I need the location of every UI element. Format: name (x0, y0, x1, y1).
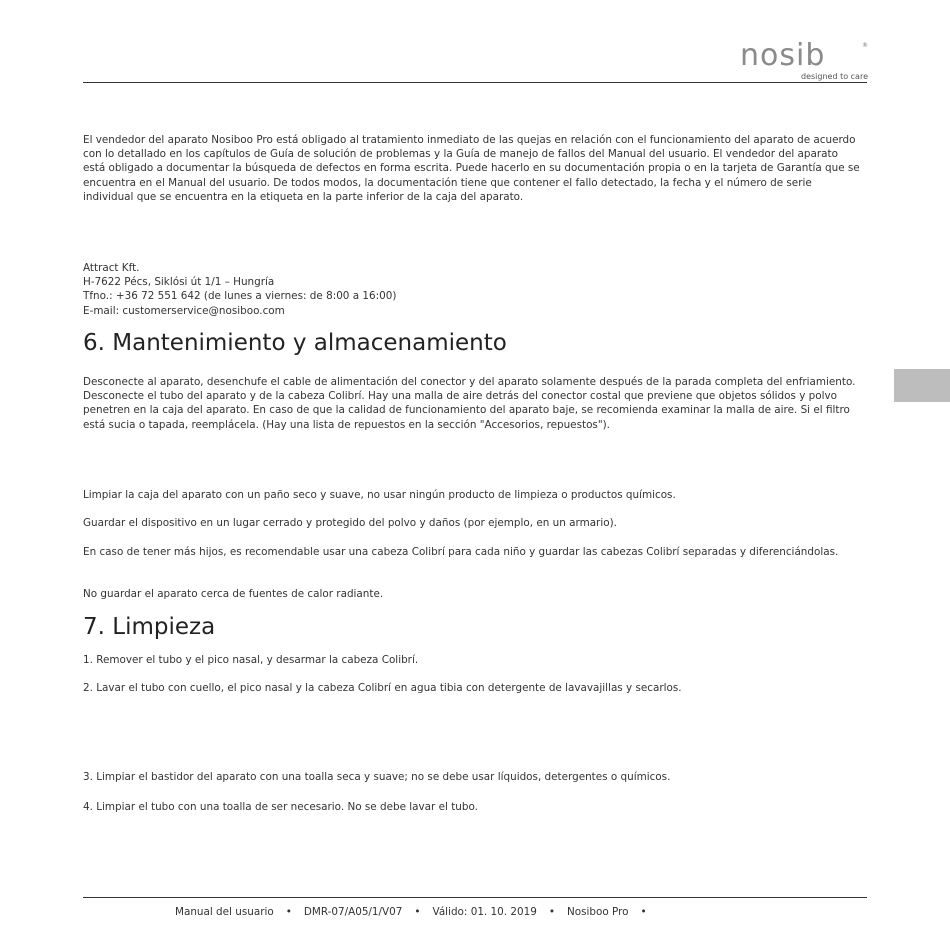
brand-logo (738, 40, 868, 84)
footer-separator: • (548, 906, 555, 918)
cleaning-step-3: 3. Limpiar el bastidor del aparato con una toalla seca y suave; no se debe usar líquidos, detergentes o químicos. (83, 771, 671, 783)
contact-phone: Tfno.: +36 72 551 642 (de lunes a viernes: de 8:00 a 16:00) (83, 290, 397, 302)
cleaning-step-4: 4. Limpiar el tubo con una toalla de ser necesario. No se debe lavar el tubo. (83, 801, 478, 813)
intro-paragraph: El vendedor del aparato Nosiboo Pro está obligado al tratamiento inmediato de las quejas en relación con el funcionamiento del aparato de acuerdo con lo detallado en los capítulos de Guía de solución de problemas y la Guía de manejo de fallos del Manual del usuario. El vendedor del aparato está obligado a documentar la búsqueda de defectos en forma escrita. Puede hacerlo en su documentación propia o en la tarjeta de Garantía que se encuentra en el Manual del usuario. De todos modos, la documentación tiene que contener el fallo detectado, la fecha y el número de serie individual que se encuentra en la etiqueta en la parte inferior de la caja del aparato. (83, 134, 860, 203)
header-divider (83, 82, 867, 83)
footer-separator: • (285, 906, 292, 918)
footer-separator: • (414, 906, 421, 918)
section-6-heading: 6. Mantenimiento y almacenamiento (83, 330, 507, 356)
page-footer (175, 906, 659, 918)
section-7-heading: 7. Limpieza (83, 614, 216, 640)
cleaning-step-1: 1. Remover el tubo y el pico nasal, y desarmar la cabeza Colibrí. (83, 654, 419, 666)
contact-company: Attract Kft. (83, 262, 140, 274)
section-6-paragraph-4: En caso de tener más hijos, es recomendable usar una cabeza Colibrí para cada niño y guardar las cabezas Colibrí separadas y diferenciándolas. (83, 546, 839, 558)
section-6-paragraph-2: Limpiar la caja del aparato con un paño seco y suave, no usar ningún producto de limpieza o productos químicos. (83, 489, 676, 501)
footer-product-name: Nosiboo Pro (566, 906, 629, 918)
footer-valid-date: Válido: 01. 10. 2019 (432, 906, 537, 918)
contact-email: E-mail: customerservice@nosiboo.com (83, 305, 285, 317)
footer-manual-label: Manual del usuario (175, 906, 274, 918)
logo-wordmark: nosib (740, 38, 826, 73)
section-tab-marker (894, 369, 950, 402)
section-6-paragraph-3: Guardar el dispositivo en un lugar cerrado y protegido del polvo y daños (por ejemplo, en un armario). (83, 517, 617, 529)
registered-mark: ® (862, 42, 868, 49)
section-6-paragraph-5: No guardar el aparato cerca de fuentes de calor radiante. (83, 588, 384, 600)
footer-document-code: DMR-07/A05/1/V07 (303, 906, 403, 918)
cleaning-step-2: 2. Lavar el tubo con cuello, el pico nasal y la cabeza Colibrí en agua tibia con detergente de lavavajillas y secarlos. (83, 682, 682, 694)
logo-tagline: designed to care (801, 72, 868, 81)
footer-divider (83, 897, 867, 898)
section-6-paragraph-1: Desconecte al aparato, desenchufe el cable de alimentación del conector y del aparato solamente después de la parada completa del enfriamiento. Desconecte el tubo del aparato y de la cabeza Colibrí. Hay una malla de aire detrás del conector costal que previene que objetos sólidos y polvo penetren en la caja del aparato. En caso de que la calidad de funcionamiento del aparato baje, se recomienda examinar la malla de aire. Si el filtro está sucia o tapada, reemplácela. (Hay una lista de repuestos en la sección "Accesorios, repuestos"). (83, 376, 856, 431)
contact-address: H-7622 Pécs, Siklósi út 1/1 – Hungría (83, 276, 275, 288)
footer-separator: • (640, 906, 647, 918)
